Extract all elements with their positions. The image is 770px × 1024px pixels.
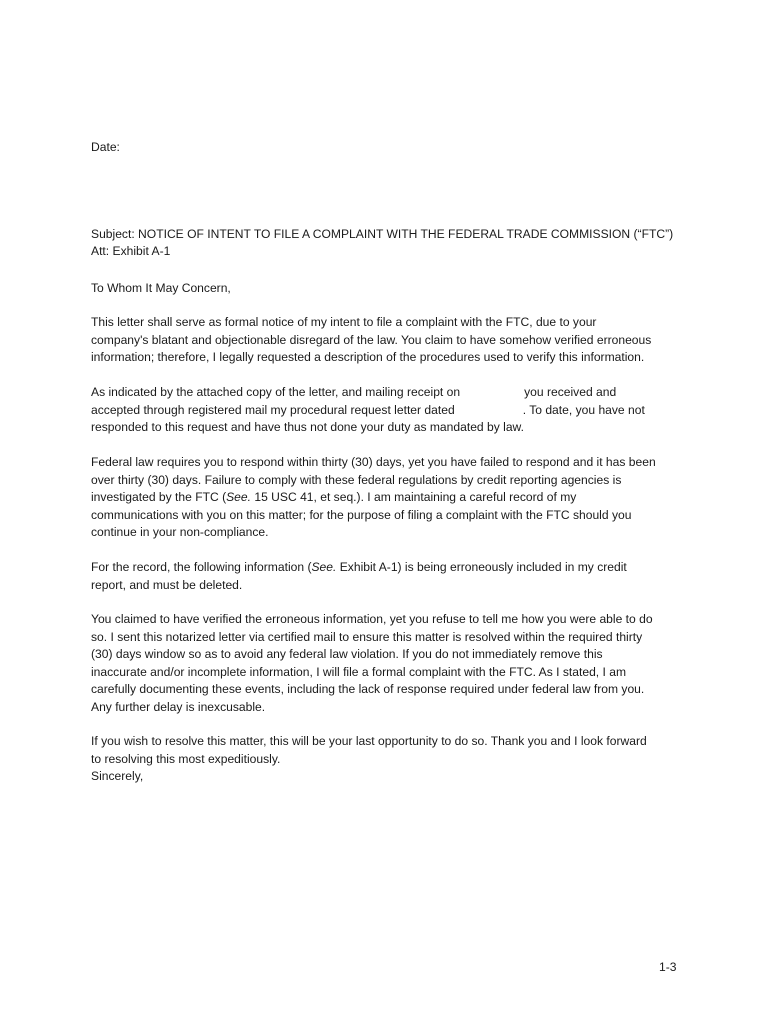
paragraph-line: inaccurate and/or incomplete information, I will file a formal complaint with the FTC. As I stated, I am: [91, 664, 627, 679]
date-label: Date:: [91, 140, 120, 154]
paragraph-line: company's blatant and objectionable disregard of the law. You claim to have somehow verified erroneous: [91, 332, 652, 347]
paragraph-resolve: [91, 733, 731, 786]
paragraph-line: information; therefore, I legally requested a description of the procedures used to verify this information.: [91, 350, 645, 364]
salutation: To Whom It May Concern,: [91, 281, 231, 295]
paragraph-line: continue in your non-compliance.: [91, 525, 269, 539]
text-segment: you received and: [524, 385, 617, 399]
text-segment: accepted through registered mail my procedural request letter dated: [91, 402, 455, 417]
text-segment: investigated by the FTC (: [91, 490, 227, 504]
text-segment: . To date, you have not: [522, 402, 645, 417]
paragraph-verification: [91, 611, 731, 716]
paragraph-line: responded to this request and have thus not done your duty as mandated by law.: [91, 420, 524, 434]
paragraph-intent: [91, 314, 731, 367]
text-segment: As indicated by the attached copy of the letter, and mailing receipt on: [91, 385, 461, 399]
citation-see: See.: [311, 560, 337, 574]
paragraph-receipt: [91, 384, 731, 437]
text-segment: 15 USC 41, et seq.). I am maintaining a careful record of my: [251, 490, 577, 504]
paragraph-line: so. I sent this notarized letter via certified mail to ensure this matter is resolved within the required thirty: [91, 629, 643, 644]
paragraph-line: [91, 384, 731, 402]
paragraph-record: [91, 559, 731, 594]
citation-see: See.: [226, 490, 251, 504]
paragraph-line: carefully documenting these events, including the lack of response required under federal law from you.: [91, 682, 645, 696]
subject-line: Subject: NOTICE OF INTENT TO FILE A COMPLAINT WITH THE FEDERAL TRADE COMMISSION (“FTC”): [91, 227, 674, 241]
paragraph-line: [91, 402, 731, 420]
paragraph-line: This letter shall serve as formal notice of my intent to file a complaint with the FTC, due to your: [91, 315, 597, 329]
paragraph-line: Federal law requires you to respond within thirty (30) days, yet you have failed to respond and it has been: [91, 455, 656, 469]
closing: Sincerely,: [91, 769, 144, 783]
paragraph-line: [91, 489, 731, 507]
paragraph-line: over thirty (30) days. Failure to comply with these federal regulations by credit reporting agencies is: [91, 472, 622, 487]
text-segment: Exhibit A-1) is being erroneously included in my credit: [336, 560, 627, 574]
page-number: 1-3: [659, 960, 677, 974]
paragraph-line: (30) days window so as to avoid any federal law violation. If you do not immediately remove this: [91, 647, 603, 661]
paragraph-line: [91, 559, 731, 577]
text-segment: For the record, the following information (: [91, 560, 312, 574]
paragraph-line: If you wish to resolve this matter, this will be your last opportunity to do so. Thank you and I look forward: [91, 734, 647, 748]
paragraph-line: report, and must be deleted.: [91, 577, 243, 592]
paragraph-line: Any further delay is inexcusable.: [91, 699, 266, 714]
paragraph-line: You claimed to have verified the erroneous information, yet you refuse to tell me how you were able to do: [91, 612, 653, 626]
paragraph-federal-law: [91, 454, 731, 542]
paragraph-line: communications with you on this matter; for the purpose of filing a complaint with the FTC should you: [91, 507, 632, 522]
attachment-line: Att: Exhibit A-1: [91, 244, 171, 258]
paragraph-line: to resolving this most expeditiously.: [91, 751, 281, 766]
